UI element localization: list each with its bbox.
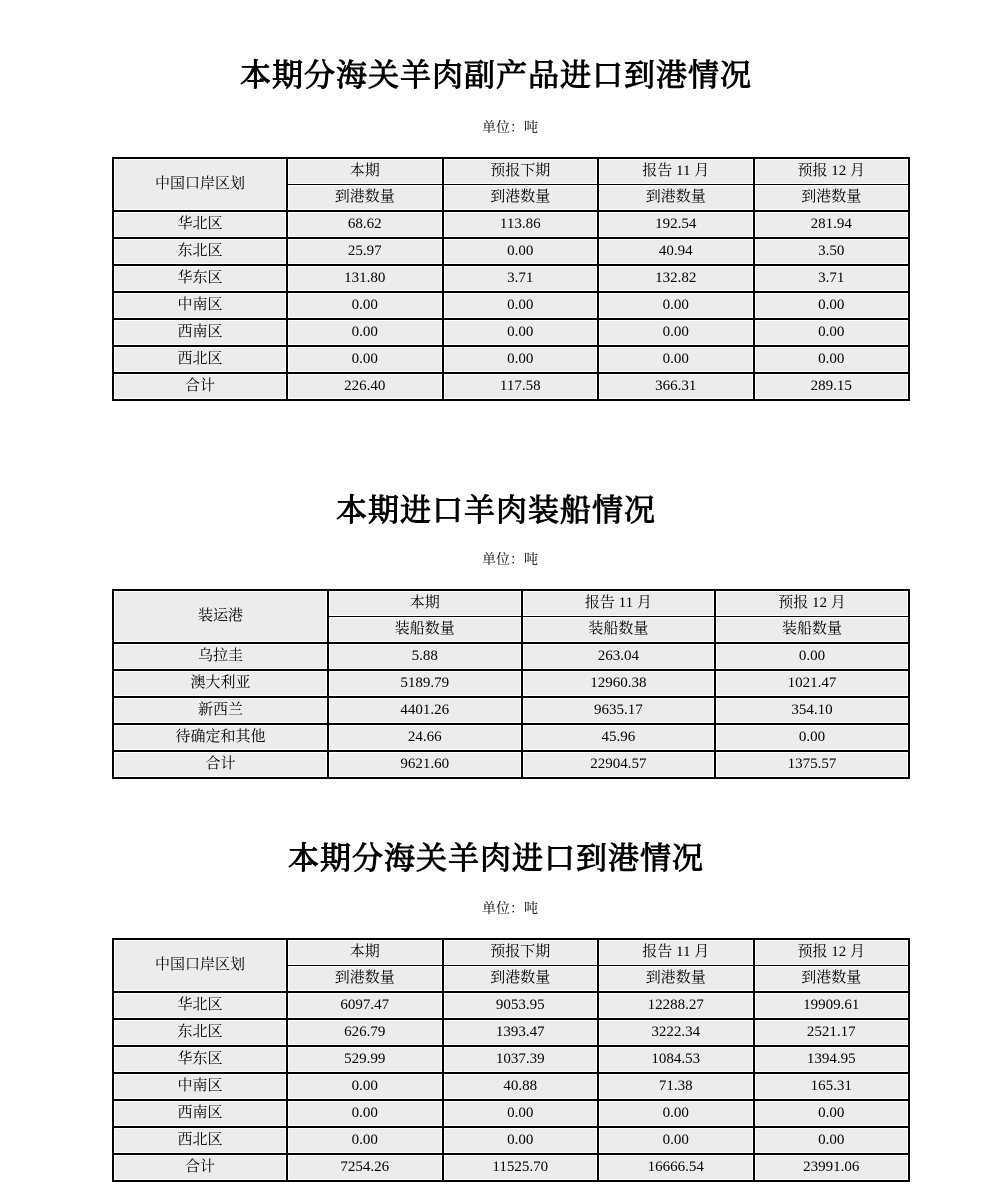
table-wrap [112, 120, 908, 401]
table-cell: 0.00 [754, 319, 910, 346]
table-cell: 1375.57 [715, 751, 909, 778]
row-label: 乌拉圭 [113, 643, 328, 670]
section-title: 本期进口羊肉装船情况 [336, 493, 656, 528]
measure-header: 到港数量 [287, 966, 443, 993]
table-row [113, 211, 909, 238]
period-header: 预报 12 月 [754, 939, 910, 966]
table-cell: 23991.06 [754, 1154, 910, 1181]
section-title: 本期分海关羊肉副产品进口到港情况 [240, 58, 752, 93]
section-byproduct-arrivals [0, 0, 992, 401]
table-cell: 3222.34 [598, 1019, 754, 1046]
row-label: 澳大利亚 [113, 670, 328, 697]
row-label: 中南区 [113, 292, 287, 319]
period-header: 本期 [287, 939, 443, 966]
unit-label: 单位：吨 [482, 902, 538, 917]
period-header: 报告 11 月 [522, 590, 716, 617]
table-cell: 0.00 [598, 292, 754, 319]
table-cell: 0.00 [598, 1100, 754, 1127]
table-cell: 71.38 [598, 1073, 754, 1100]
measure-header: 装船数量 [328, 617, 522, 644]
table-cell: 40.94 [598, 238, 754, 265]
header-row-periods [113, 590, 909, 617]
table-cell: 5.88 [328, 643, 522, 670]
table-cell: 0.00 [754, 292, 910, 319]
row-label: 合计 [113, 373, 287, 400]
table-cell: 192.54 [598, 211, 754, 238]
period-header: 预报下期 [443, 939, 599, 966]
table-cell: 117.58 [443, 373, 599, 400]
table-wrap [112, 552, 908, 779]
table-row [113, 265, 909, 292]
table-row [113, 724, 909, 751]
table-cell: 3.50 [754, 238, 910, 265]
table-cell: 0.00 [443, 319, 599, 346]
corner-header: 装运港 [113, 590, 328, 643]
header-row-periods [113, 158, 909, 185]
corner-header: 中国口岸区划 [113, 939, 287, 992]
table-cell: 0.00 [443, 1100, 599, 1127]
period-header: 预报 12 月 [754, 158, 910, 185]
table-cell: 4401.26 [328, 697, 522, 724]
table-row [113, 643, 909, 670]
table-cell: 0.00 [754, 1100, 910, 1127]
measure-header: 到港数量 [754, 966, 910, 993]
row-label: 东北区 [113, 238, 287, 265]
table-cell: 68.62 [287, 211, 443, 238]
measure-header: 到港数量 [443, 185, 599, 212]
table-cell: 12288.27 [598, 992, 754, 1019]
measure-header: 到港数量 [287, 185, 443, 212]
row-label: 华北区 [113, 211, 287, 238]
table-cell: 0.00 [754, 1127, 910, 1154]
period-header: 预报 12 月 [715, 590, 909, 617]
table-cell: 2521.17 [754, 1019, 910, 1046]
row-label: 中南区 [113, 1073, 287, 1100]
table-cell: 45.96 [522, 724, 716, 751]
table-cell: 1394.95 [754, 1046, 910, 1073]
table-cell: 3.71 [443, 265, 599, 292]
table-cell: 7254.26 [287, 1154, 443, 1181]
unit-label: 单位：吨 [482, 553, 538, 568]
table-row [113, 670, 909, 697]
table-cell: 12960.38 [522, 670, 716, 697]
table-cell: 19909.61 [754, 992, 910, 1019]
table-cell: 0.00 [287, 319, 443, 346]
table-row [113, 1046, 909, 1073]
table-cell: 0.00 [443, 1127, 599, 1154]
table-cell: 16666.54 [598, 1154, 754, 1181]
table-cell: 529.99 [287, 1046, 443, 1073]
section-shipments [0, 401, 992, 779]
table-cell: 165.31 [754, 1073, 910, 1100]
table-cell: 0.00 [287, 292, 443, 319]
table-row [113, 697, 909, 724]
table-row [113, 992, 909, 1019]
table-row [113, 292, 909, 319]
row-label: 西南区 [113, 1100, 287, 1127]
measure-header: 装船数量 [715, 617, 909, 644]
total-row [113, 373, 909, 400]
period-header: 报告 11 月 [598, 939, 754, 966]
period-header: 报告 11 月 [598, 158, 754, 185]
header-row-periods [113, 939, 909, 966]
mutton-arrivals-table [112, 938, 910, 1182]
table-cell: 25.97 [287, 238, 443, 265]
unit-label: 单位：吨 [482, 121, 538, 136]
table-cell: 0.00 [715, 724, 909, 751]
table-cell: 226.40 [287, 373, 443, 400]
table-cell: 11525.70 [443, 1154, 599, 1181]
table-cell: 0.00 [443, 346, 599, 373]
period-header: 预报下期 [443, 158, 599, 185]
table-cell: 1393.47 [443, 1019, 599, 1046]
table-cell: 131.80 [287, 265, 443, 292]
total-row [113, 1154, 909, 1181]
table-wrap [112, 901, 908, 1182]
row-label: 东北区 [113, 1019, 287, 1046]
row-label: 西北区 [113, 346, 287, 373]
total-row [113, 751, 909, 778]
period-header: 本期 [287, 158, 443, 185]
table-cell: 0.00 [287, 1073, 443, 1100]
row-label: 华东区 [113, 265, 287, 292]
table-row [113, 1019, 909, 1046]
period-header: 本期 [328, 590, 522, 617]
table-cell: 1037.39 [443, 1046, 599, 1073]
table-cell: 22904.57 [522, 751, 716, 778]
measure-header: 到港数量 [598, 966, 754, 993]
table-cell: 354.10 [715, 697, 909, 724]
row-label: 西北区 [113, 1127, 287, 1154]
section-mutton-arrivals [0, 779, 992, 1182]
table-cell: 263.04 [522, 643, 716, 670]
row-label: 新西兰 [113, 697, 328, 724]
table-cell: 9053.95 [443, 992, 599, 1019]
table-cell: 366.31 [598, 373, 754, 400]
shipments-table [112, 589, 910, 779]
table-row [113, 1100, 909, 1127]
byproduct-arrivals-table [112, 157, 910, 401]
table-cell: 0.00 [754, 346, 910, 373]
table-row [113, 238, 909, 265]
table-row [113, 346, 909, 373]
table-cell: 24.66 [328, 724, 522, 751]
table-cell: 132.82 [598, 265, 754, 292]
table-cell: 0.00 [443, 292, 599, 319]
measure-header: 装船数量 [522, 617, 716, 644]
table-cell: 0.00 [287, 346, 443, 373]
table-row [113, 1073, 909, 1100]
table-cell: 5189.79 [328, 670, 522, 697]
table-cell: 281.94 [754, 211, 910, 238]
row-label: 华北区 [113, 992, 287, 1019]
section-title: 本期分海关羊肉进口到港情况 [288, 841, 704, 876]
table-cell: 40.88 [443, 1073, 599, 1100]
corner-header: 中国口岸区划 [113, 158, 287, 211]
table-cell: 113.86 [443, 211, 599, 238]
table-cell: 1084.53 [598, 1046, 754, 1073]
table-cell: 289.15 [754, 373, 910, 400]
table-cell: 0.00 [598, 319, 754, 346]
table-cell: 9621.60 [328, 751, 522, 778]
table-cell: 0.00 [443, 238, 599, 265]
table-cell: 0.00 [287, 1127, 443, 1154]
table-cell: 6097.47 [287, 992, 443, 1019]
table-cell: 0.00 [598, 1127, 754, 1154]
measure-header: 到港数量 [598, 185, 754, 212]
table-cell: 0.00 [598, 346, 754, 373]
table-cell: 0.00 [287, 1100, 443, 1127]
row-label: 待确定和其他 [113, 724, 328, 751]
table-cell: 1021.47 [715, 670, 909, 697]
measure-header: 到港数量 [754, 185, 910, 212]
table-cell: 9635.17 [522, 697, 716, 724]
measure-header: 到港数量 [443, 966, 599, 993]
table-row [113, 1127, 909, 1154]
table-cell: 626.79 [287, 1019, 443, 1046]
row-label: 合计 [113, 751, 328, 778]
table-cell: 3.71 [754, 265, 910, 292]
row-label: 华东区 [113, 1046, 287, 1073]
table-cell: 0.00 [715, 643, 909, 670]
table-row [113, 319, 909, 346]
row-label: 西南区 [113, 319, 287, 346]
row-label: 合计 [113, 1154, 287, 1181]
